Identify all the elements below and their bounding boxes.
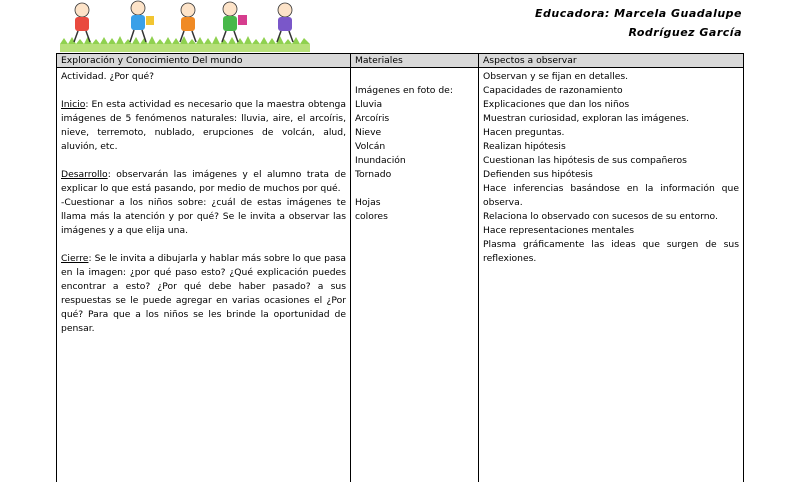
list-item: Capacidades de razonamiento: [483, 84, 739, 98]
cierre-label: Cierre: [61, 253, 88, 264]
child-figure: [130, 1, 154, 42]
list-item: Muestran curiosidad, exploran las imágenes.: [483, 112, 739, 126]
materials-title: Imágenes en foto de:: [355, 84, 474, 98]
list-item: Cuestionan las hipótesis de sus compañeros: [483, 154, 739, 168]
cierre-text: : Se le invita a dibujarla y hablar más sobre lo que pasa en la imagen: ¿por qué paso esto? ¿Qué explicación puedes encontrar a esto? ¿Por qué debe haber pasado? a sus respuestas se le puede agregar en varias ocasiones el ¿Por qué? Para que a los niños se les brinde la oportunidad de pensar.: [61, 253, 346, 334]
activity-title: Actividad. ¿Por qué?: [61, 70, 346, 84]
child-figure: [277, 3, 293, 42]
inicio-text: : En esta actividad es necesario que la maestra obtenga imágenes de 5 fenómenos naturales: lluvia, aire, el arcoíris, nieve, terremoto, nublado, erupciones de volcán, alud, aluvión, etc.: [61, 99, 346, 152]
educator-line-2: Rodríguez García: [535, 23, 742, 42]
child-figure: [180, 3, 196, 42]
list-item: Explicaciones que dan los niños: [483, 98, 739, 112]
list-item: Relaciona lo observado con sucesos de su entorno.: [483, 210, 739, 224]
list-item: Lluvia: [355, 98, 474, 112]
list-item: Observan y se fijan en detalles.: [483, 70, 739, 84]
inicio-paragraph: [61, 98, 346, 154]
inicio-label: Inicio: [61, 99, 85, 110]
materials-cell: [351, 68, 479, 482]
desarrollo-text: : observarán las imágenes y el alumno trata de explicar lo que está pasando, por medio de muchos por qué.: [61, 169, 346, 194]
table-header-row: [57, 54, 744, 68]
activity-cell: [57, 68, 351, 482]
materials-list: [355, 98, 474, 182]
list-item: Hace inferencias basándose en la información que observa.: [483, 182, 739, 210]
list-item: Defienden sus hipótesis: [483, 168, 739, 182]
educator-line-1: Educadora: Marcela Guadalupe: [535, 4, 742, 23]
cierre-paragraph: [61, 252, 346, 336]
educator-name: [535, 4, 742, 42]
desarrollo-text-2: -Cuestionar a los niños sobre: ¿cuál de estas imágenes te llama más la atención y por qué? Se le invita a observar las imágenes y a que elija una.: [61, 197, 346, 236]
grass-strip: [60, 36, 310, 52]
list-item: Plasma gráficamente las ideas que surgen de sus reflexiones.: [483, 238, 739, 266]
child-figure: [222, 2, 247, 42]
list-item: Inundación: [355, 154, 474, 168]
list-item: Hace representaciones mentales: [483, 224, 739, 238]
list-item: Nieve: [355, 126, 474, 140]
materials-extra-list: [355, 196, 474, 224]
table-row: [57, 68, 744, 482]
header-exploracion: Exploración y Conocimiento Del mundo: [57, 54, 351, 68]
header-materiales: Materiales: [351, 54, 479, 68]
list-item: Hojas: [355, 196, 474, 210]
list-item: Tornado: [355, 168, 474, 182]
aspects-list: [483, 70, 739, 266]
list-item: Realizan hipótesis: [483, 140, 739, 154]
desarrollo-label: Desarrollo: [61, 169, 108, 180]
list-item: Arcoíris: [355, 112, 474, 126]
desarrollo-paragraph: [61, 168, 346, 238]
list-item: colores: [355, 210, 474, 224]
aspects-cell: [479, 68, 744, 482]
children-banner-illustration: [60, 0, 310, 52]
list-item: Volcán: [355, 140, 474, 154]
child-figure: [74, 3, 90, 42]
header-aspectos: Aspectos a observar: [479, 54, 744, 68]
list-item: Hacen preguntas.: [483, 126, 739, 140]
activity-plan-table: [56, 53, 744, 482]
